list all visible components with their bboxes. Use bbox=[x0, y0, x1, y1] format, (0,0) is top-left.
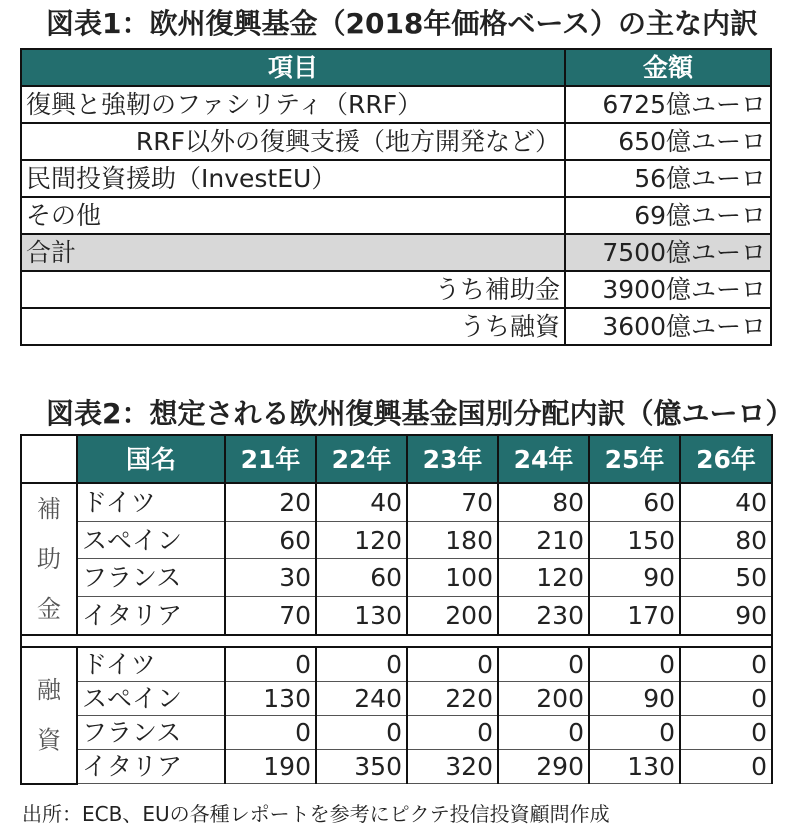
amount-value: 650億ユーロ bbox=[565, 123, 771, 160]
allocation-value: 50 bbox=[680, 559, 772, 597]
table-row bbox=[21, 160, 771, 197]
allocation-value: 80 bbox=[498, 483, 589, 521]
allocation-value: 210 bbox=[498, 521, 589, 559]
amount-value: 3900億ユーロ bbox=[565, 271, 771, 308]
table-row bbox=[21, 682, 772, 716]
allocation-value: 190 bbox=[225, 750, 316, 784]
corner-cell bbox=[21, 435, 77, 483]
allocation-value: 0 bbox=[407, 716, 498, 750]
allocation-value: 40 bbox=[680, 483, 772, 521]
allocation-value: 90 bbox=[680, 597, 772, 635]
allocation-value: 70 bbox=[407, 483, 498, 521]
allocation-value: 0 bbox=[680, 716, 772, 750]
allocation-value: 320 bbox=[407, 750, 498, 784]
allocation-value: 0 bbox=[498, 647, 589, 682]
allocation-value: 60 bbox=[316, 559, 407, 597]
allocation-value: 170 bbox=[589, 597, 680, 635]
table1-header-row bbox=[21, 49, 771, 86]
table-row bbox=[21, 308, 771, 345]
group-label-char: 資 bbox=[37, 726, 61, 755]
country-name: ドイツ bbox=[77, 647, 225, 682]
allocation-value: 130 bbox=[225, 682, 316, 716]
allocation-value: 120 bbox=[498, 559, 589, 597]
item-label: 合計 bbox=[21, 234, 565, 271]
table-row bbox=[21, 197, 771, 234]
table-row bbox=[21, 86, 771, 123]
table-row bbox=[21, 716, 772, 750]
header-year-26: 26年 bbox=[680, 435, 772, 483]
allocation-value: 90 bbox=[589, 559, 680, 597]
group-label-char: 補 bbox=[37, 495, 61, 523]
amount-value: 6725億ユーロ bbox=[565, 86, 771, 123]
amount-value: 7500億ユーロ bbox=[565, 234, 771, 271]
amount-value: 69億ユーロ bbox=[565, 197, 771, 234]
group-label bbox=[21, 483, 77, 635]
header-year-25: 25年 bbox=[589, 435, 680, 483]
source-note: 出所：ECB、EUの各種レポートを参考にピクテ投信投資顧問作成 bbox=[22, 802, 610, 826]
allocation-value: 130 bbox=[316, 597, 407, 635]
allocation-value: 40 bbox=[316, 483, 407, 521]
allocation-value: 0 bbox=[680, 750, 772, 784]
separator-cell bbox=[21, 635, 772, 647]
country-name: イタリア bbox=[77, 750, 225, 784]
table-row bbox=[21, 597, 772, 635]
allocation-value: 350 bbox=[316, 750, 407, 784]
item-label: うち融資 bbox=[21, 308, 565, 345]
allocation-value: 200 bbox=[407, 597, 498, 635]
table-row bbox=[21, 559, 772, 597]
country-name: スペイン bbox=[77, 682, 225, 716]
allocation-value: 290 bbox=[498, 750, 589, 784]
allocation-value: 60 bbox=[225, 521, 316, 559]
allocation-value: 240 bbox=[316, 682, 407, 716]
group-label-char: 金 bbox=[37, 595, 61, 623]
header-year-24: 24年 bbox=[498, 435, 589, 483]
group-label bbox=[21, 647, 77, 784]
amount-value: 3600億ユーロ bbox=[565, 308, 771, 345]
table2-header-row bbox=[21, 435, 772, 483]
table-row bbox=[21, 647, 772, 682]
allocation-value: 130 bbox=[589, 750, 680, 784]
allocation-value: 0 bbox=[680, 647, 772, 682]
country-name: フランス bbox=[77, 559, 225, 597]
item-label: うち補助金 bbox=[21, 271, 565, 308]
header-year-21: 21年 bbox=[225, 435, 316, 483]
table-row bbox=[21, 234, 771, 271]
country-name: ドイツ bbox=[77, 483, 225, 521]
item-label: 民間投資援助（InvestEU） bbox=[21, 160, 565, 197]
table-row bbox=[21, 483, 772, 521]
allocation-value: 0 bbox=[589, 647, 680, 682]
allocation-value: 80 bbox=[680, 521, 772, 559]
allocation-value: 0 bbox=[589, 716, 680, 750]
allocation-value: 120 bbox=[316, 521, 407, 559]
country-allocation-table bbox=[20, 434, 773, 785]
country-name: イタリア bbox=[77, 597, 225, 635]
allocation-value: 220 bbox=[407, 682, 498, 716]
allocation-value: 60 bbox=[589, 483, 680, 521]
fund-breakdown-table bbox=[20, 48, 772, 346]
item-label: RRF以外の復興支援（地方開発など） bbox=[21, 123, 565, 160]
allocation-value: 0 bbox=[498, 716, 589, 750]
table-row bbox=[21, 750, 772, 784]
header-country: 国名 bbox=[77, 435, 225, 483]
table-row bbox=[21, 271, 771, 308]
item-label: 復興と強靭のファシリティ（RRF） bbox=[21, 86, 565, 123]
amount-value: 56億ユーロ bbox=[565, 160, 771, 197]
allocation-value: 30 bbox=[225, 559, 316, 597]
allocation-value: 0 bbox=[225, 716, 316, 750]
allocation-value: 70 bbox=[225, 597, 316, 635]
allocation-value: 230 bbox=[498, 597, 589, 635]
header-year-23: 23年 bbox=[407, 435, 498, 483]
allocation-value: 0 bbox=[225, 647, 316, 682]
allocation-value: 20 bbox=[225, 483, 316, 521]
allocation-value: 200 bbox=[498, 682, 589, 716]
table-row bbox=[21, 123, 771, 160]
table2-title: 図表2：想定される欧州復興基金国別分配内訳（億ユーロ） bbox=[46, 397, 794, 430]
header-amount: 金額 bbox=[565, 49, 771, 86]
allocation-value: 0 bbox=[680, 682, 772, 716]
allocation-value: 0 bbox=[316, 716, 407, 750]
group-separator bbox=[21, 635, 772, 647]
header-item: 項目 bbox=[21, 49, 565, 86]
header-year-22: 22年 bbox=[316, 435, 407, 483]
table1-title: 図表1：欧州復興基金（2018年価格ベース）の主な内訳 bbox=[46, 7, 759, 40]
group-label-char: 助 bbox=[37, 545, 61, 573]
group-label-char: 融 bbox=[37, 676, 61, 705]
country-name: スペイン bbox=[77, 521, 225, 559]
item-label: その他 bbox=[21, 197, 565, 234]
allocation-value: 90 bbox=[589, 682, 680, 716]
allocation-value: 180 bbox=[407, 521, 498, 559]
table-row bbox=[21, 521, 772, 559]
country-name: フランス bbox=[77, 716, 225, 750]
allocation-value: 100 bbox=[407, 559, 498, 597]
allocation-value: 0 bbox=[316, 647, 407, 682]
allocation-value: 0 bbox=[407, 647, 498, 682]
allocation-value: 150 bbox=[589, 521, 680, 559]
